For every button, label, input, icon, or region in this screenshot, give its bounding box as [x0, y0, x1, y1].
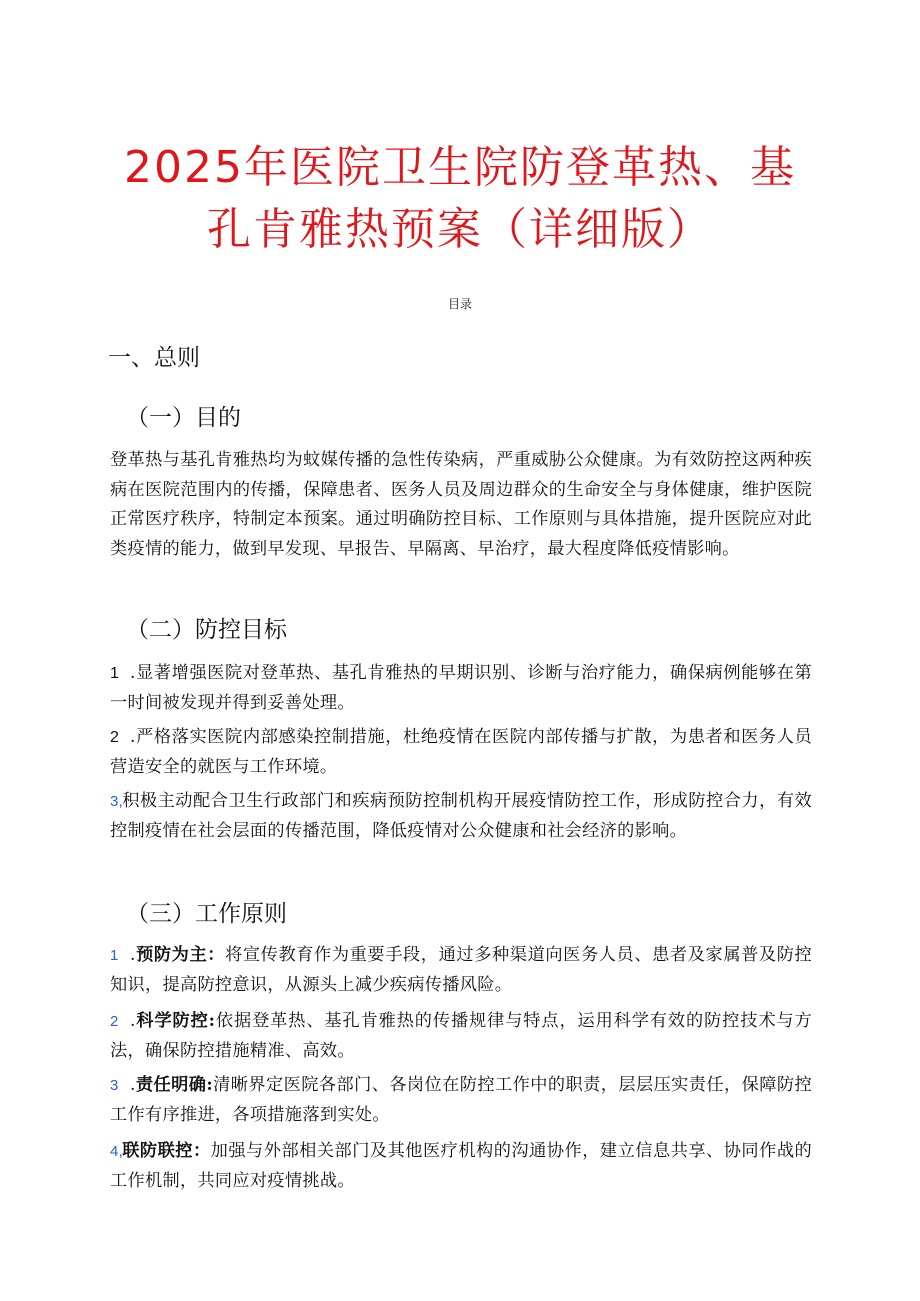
principle-item-3-sep: .: [130, 1075, 136, 1095]
goal-item-3-number: 3,: [110, 793, 124, 810]
principle-item-4-label: 联防联控：: [122, 1141, 211, 1161]
subsection-heading-goals: （二）防控目标: [126, 617, 287, 643]
goal-item-1: [110, 659, 812, 718]
goal-item-3: [110, 787, 812, 846]
subsection-heading-purpose: （一）目的: [126, 405, 241, 431]
principle-item-2-label: 科学防控:: [135, 1011, 216, 1031]
goal-item-2-text: 严格落实医院内部感染控制措施，杜绝疫情在医院内部传播与扩散，为患者和医务人员营造安全的就医与工作环境。: [110, 727, 812, 777]
goal-item-2-number: 2: [110, 729, 120, 746]
section-heading-general: 一、总则: [108, 345, 200, 371]
document-title-line-2: 孔肯雅热预案（详细版）: [207, 204, 713, 255]
principle-item-3-label: 责任明确:: [135, 1075, 214, 1095]
principle-item-2: [110, 1007, 812, 1066]
principle-item-1-number: 1: [110, 947, 119, 964]
subsection-heading-principles: （三）工作原则: [126, 901, 287, 927]
purpose-paragraph: 登革热与基孔肯雅热均为蚊媒传播的急性传染病，严重威胁公众健康。为有效防控这两种疾病在医院范围内的传播，保障患者、医务人员及周边群众的生命安全与身体健康，维护医院正常医疗秩序，特制定本预案。通过明确防控目标、工作原则与具体措施，提升医院应对此类疫情的能力，做到早发现、早报告、早隔离、早治疗，最大程度降低疫情影响。: [110, 450, 812, 559]
principle-item-1-sep: .: [130, 945, 136, 965]
principle-item-3: [110, 1071, 812, 1130]
principle-item-4-text: 加强与外部相关部门及其他医疗机构的沟通协作，建立信息共享、协同作战的工作机制，共同应对疫情挑战。: [110, 1141, 812, 1191]
principle-item-2-number: 2: [110, 1013, 119, 1030]
principle-item-3-number: 3: [110, 1077, 119, 1094]
principle-item-4-number: 4,: [110, 1143, 124, 1160]
principle-item-1: [110, 941, 812, 1000]
principle-item-1-text: 将宣传教育作为重要手段，通过多种渠道向医务人员、患者及家属普及防控知识，提高防控意识，从源头上减少疾病传播风险。: [110, 945, 812, 995]
principle-item-1-label: 预防为主：: [135, 945, 226, 965]
goal-item-3-text: 积极主动配合卫生行政部门和疾病预防控制机构开展疫情防控工作，形成防控合力，有效控制疫情在社会层面的传播范围，降低疫情对公众健康和社会经济的影响。: [110, 791, 812, 841]
principle-item-3-text: 清晰界定医院各部门、各岗位在防控工作中的职责，层层压实责任，保障防控工作有序推进，各项措施落到实处。: [110, 1075, 812, 1125]
principle-item-4: [110, 1137, 812, 1196]
goal-item-1-number: 1: [110, 665, 120, 682]
toc-label[interactable]: 目录: [447, 297, 472, 311]
principle-item-2-sep: .: [130, 1011, 136, 1031]
principle-item-2-text: 依据登革热、基孔肯雅热的传播规律与特点，运用科学有效的防控技术与方法，确保防控措施精准、高效。: [110, 1011, 812, 1061]
goal-item-2-sep: .: [130, 727, 136, 747]
goal-item-2: [110, 723, 812, 782]
goal-item-1-sep: .: [130, 663, 136, 683]
goal-item-1-text: 显著增强医院对登革热、基孔肯雅热的早期识别、诊断与治疗能力，确保病例能够在第一时间被发现并得到妥善处理。: [110, 663, 812, 713]
document-title-line-1: 2025年医院卫生院防登革热、基: [124, 142, 796, 193]
